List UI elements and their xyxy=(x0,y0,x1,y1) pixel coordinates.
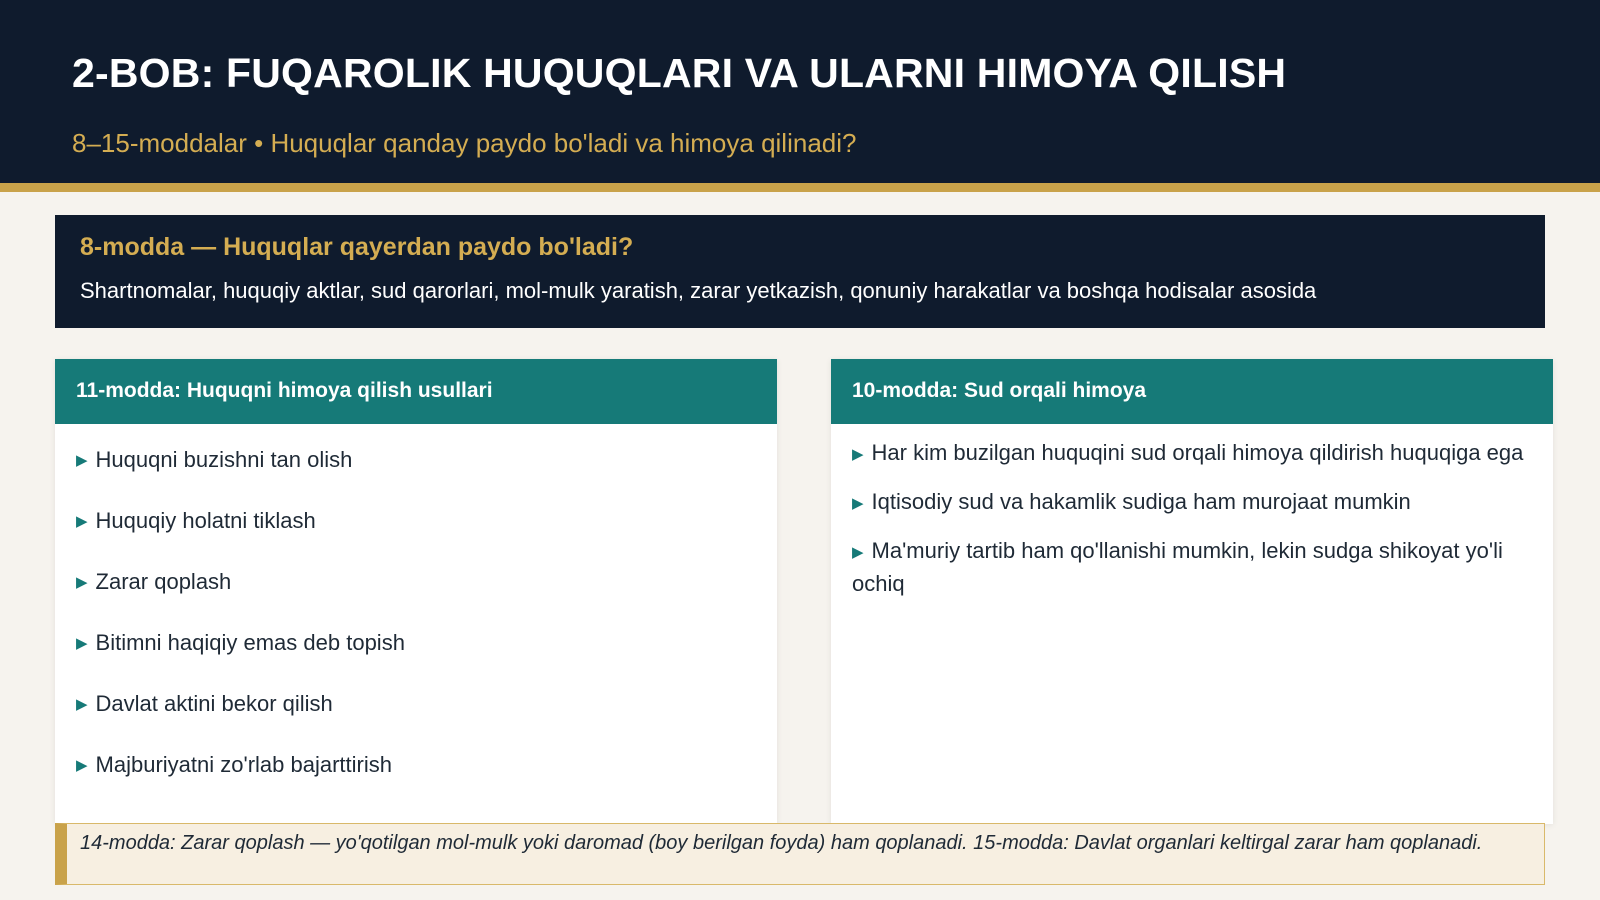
article-11-list xyxy=(55,424,777,813)
triangle-right-icon: ▶ xyxy=(852,544,864,561)
article-8-text: Shartnomalar, huquqiy aktlar, sud qarorlari, mol-mulk yaratish, zarar yetkazish, qonuniy harakatlar va boshqa hodisalar asosida xyxy=(80,278,1317,303)
article-10-card xyxy=(831,359,1553,824)
list-item xyxy=(852,438,1532,471)
list-item-label: Zarar qoplash xyxy=(95,569,232,594)
triangle-right-icon: ▶ xyxy=(76,452,88,469)
triangle-right-icon: ▶ xyxy=(76,574,88,591)
list-item xyxy=(76,508,756,569)
triangle-right-icon: ▶ xyxy=(76,757,88,774)
list-item xyxy=(76,752,756,813)
list-item xyxy=(852,536,1532,599)
header-divider xyxy=(0,183,1600,192)
list-item-label: Har kim buzilgan huquqini sud orqali himoya qildirish huquqiga ega xyxy=(871,440,1524,465)
list-item xyxy=(76,447,756,508)
page-title: 2-BOB: FUQAROLIK HUQUQLARI VA ULARNI HIMOYA QILISH xyxy=(72,50,1287,96)
article-8-banner xyxy=(55,215,1545,328)
list-item-label: Huquqiy holatni tiklash xyxy=(95,508,316,533)
articles-14-15-note: 14-modda: Zarar qoplash — yo'qotilgan mol-mulk yoki daromad (boy berilgan foyda) ham qoplanadi. 15-modda: Davlat organlari keltirgal zarar ham qoplanadi. xyxy=(55,823,1545,885)
list-item-label: Davlat aktini bekor qilish xyxy=(95,691,333,716)
list-item xyxy=(76,630,756,691)
list-item-label: Huquqni buzishni tan olish xyxy=(95,447,353,472)
triangle-right-icon: ▶ xyxy=(852,446,864,463)
list-item-label: Iqtisodiy sud va hakamlik sudiga ham murojaat mumkin xyxy=(871,489,1411,514)
list-item-label: Majburiyatni zo'rlab bajarttirish xyxy=(95,752,392,777)
triangle-right-icon: ▶ xyxy=(76,513,88,530)
triangle-right-icon: ▶ xyxy=(76,635,88,652)
triangle-right-icon: ▶ xyxy=(76,696,88,713)
list-item-label: Ma'muriy tartib ham qo'llanishi mumkin, lekin sudga shikoyat yo'li ochiq xyxy=(852,538,1503,596)
page-subtitle: 8–15-moddalar • Huquqlar qanday paydo bo'ladi va himoya qilinadi? xyxy=(72,128,857,158)
list-item xyxy=(852,487,1532,520)
list-item-label: Bitimni haqiqiy emas deb topish xyxy=(95,630,405,655)
list-item xyxy=(76,569,756,630)
triangle-right-icon: ▶ xyxy=(852,495,864,512)
article-10-list xyxy=(831,424,1553,599)
slide-header xyxy=(0,0,1600,183)
article-11-title: 11-modda: Huquqni himoya qilish usullari xyxy=(55,359,777,424)
list-item xyxy=(76,691,756,752)
article-11-card xyxy=(55,359,777,824)
article-8-title: 8-modda — Huquqlar qayerdan paydo bo'ladi? xyxy=(80,233,634,261)
article-10-title: 10-modda: Sud orqali himoya xyxy=(831,359,1553,424)
